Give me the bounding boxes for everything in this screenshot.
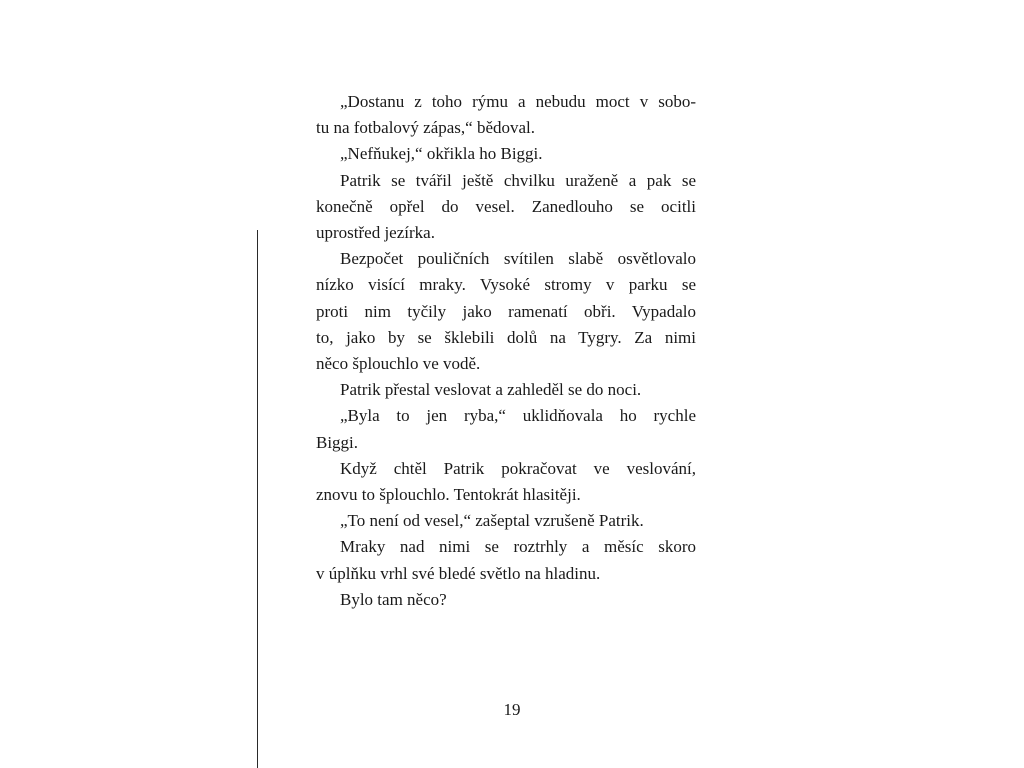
text-line: Mraky nad nimi se roztrhly a měsíc skoro [340, 537, 696, 557]
text-line: Když chtěl Patrik pokračovat ve veslování, [340, 458, 696, 478]
text-line: konečně opřel do vesel. Zanedlouho se ocitli [316, 196, 696, 216]
paragraph [316, 456, 696, 508]
text-line: tu na fotbalový zápas,“ bědoval. [316, 118, 536, 138]
text-line: v úplňku vrhl své bledé světlo na hladinu. [316, 563, 601, 583]
text-line: proti nim tyčily jako ramenatí obři. Vypadalo [316, 301, 696, 321]
paragraph [316, 89, 696, 141]
paragraph [316, 141, 696, 167]
paragraph [316, 534, 696, 586]
text-line: Patrik přestal veslovat a zahleděl se do noci. [340, 380, 642, 400]
text-line: nízko visící mraky. Vysoké stromy v parku se [316, 275, 696, 295]
text-line: Patrik se tvářil ještě chvilku uraženě a pak se [340, 170, 696, 190]
text-line: znovu to šplouchlo. Tentokrát hlasitěji. [316, 485, 581, 505]
text-line: Biggi. [316, 432, 359, 452]
page-gutter-line [257, 230, 258, 768]
page-number: 19 [503, 700, 521, 719]
body-text [316, 89, 696, 613]
text-line: uprostřed jezírka. [316, 223, 435, 243]
text-line: „Dostanu z toho rýmu a nebudu moct v sobo- [340, 92, 696, 111]
text-line: „Byla to jen ryba,“ uklidňovala ho rychle [340, 406, 696, 426]
paragraph [316, 168, 696, 247]
paragraph [316, 403, 696, 455]
paragraph [316, 508, 696, 534]
paragraph [316, 246, 696, 377]
text-line: Bylo tam něco? [340, 589, 447, 609]
paragraph [316, 377, 696, 403]
text-line: „To není od vesel,“ zašeptal vzrušeně Patrik. [340, 511, 644, 531]
text-line: „Nefňukej,“ okřikla ho Biggi. [340, 144, 543, 164]
text-line: něco šplouchlo ve vodě. [316, 354, 481, 374]
text-line: Bezpočet pouličních svítilen slabě osvětlovalo [340, 249, 696, 269]
paragraph [316, 587, 696, 613]
text-line: to, jako by se šklebili dolů na Tygry. Za nimi [316, 327, 696, 347]
